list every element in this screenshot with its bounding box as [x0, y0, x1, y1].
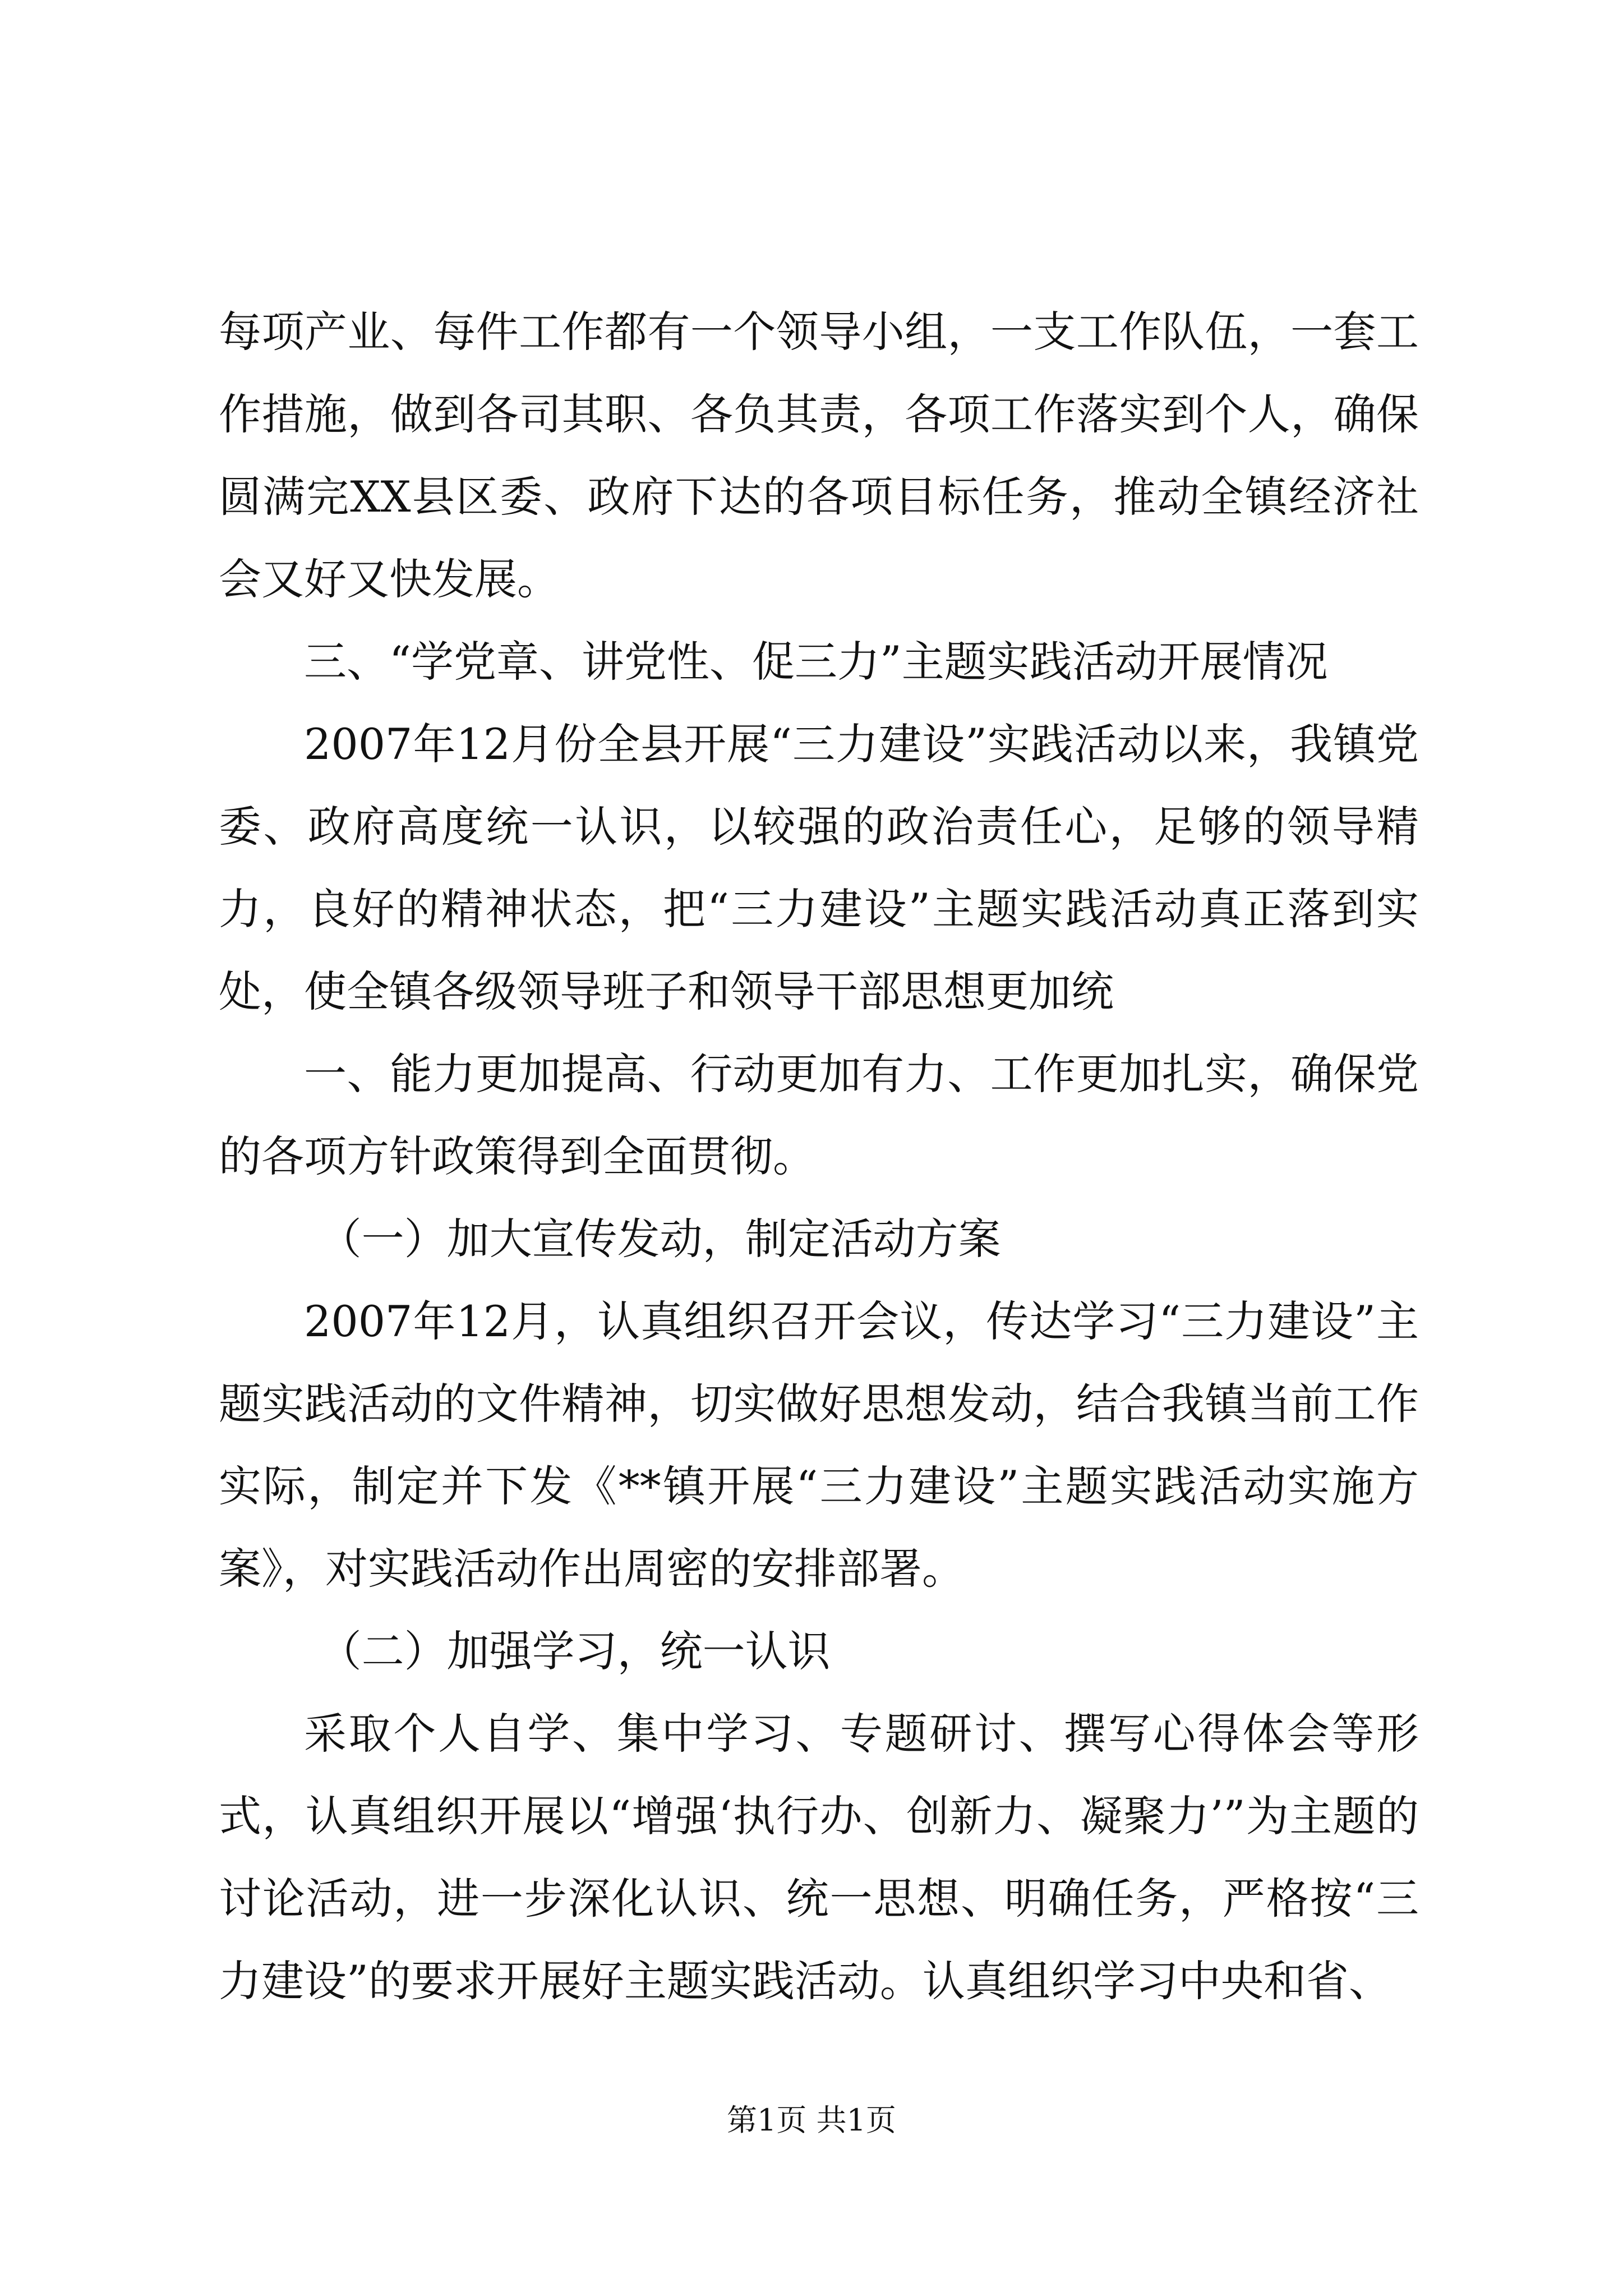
paragraph-study: 采取个人自学、集中学习、专题研讨、撰写心得体会等形式，认真组织开展以“增强‘执行办、创新力、凝聚力’”为主题的讨论活动，进一步深化认识、统一思想、明确任务，严格按“三力建设”的要求开展好主题实践活动。认真组织学习中央和省、 — [219, 1709, 1419, 2006]
page-number-footer: 第1页 共1页 — [727, 2102, 896, 2138]
section-heading-three: 三、“学党章、讲党性、促三力”主题实践活动开展情况 — [304, 637, 1328, 687]
subheading-two: （二）加强学习，统一认识 — [319, 1626, 831, 1676]
paragraph-goals: 一、能力更加提高、行动更加有力、工作更加扎实，确保党的各项方针政策得到全面贯彻。 — [219, 1049, 1419, 1181]
subheading-one: （一）加大宣传发动，制定活动方案 — [319, 1214, 1001, 1264]
paragraph-meeting: 2007年12月，认真组织召开会议，传达学习“三力建设”主题实践活动的文件精神，切实做好思想发动，结合我镇当前工作实际，制定并下发《**镇开展“三力建设”主题实践活动实施方案》，对实践活动作出周密的安排部署。 — [219, 1296, 1419, 1594]
document-body — [219, 291, 1419, 2022]
paragraph-continuation: 每项产业、每件工作都有一个领导小组，一支工作队伍，一套工作措施，做到各司其职、各负其责，各项工作落实到个人，确保圆满完XX县区委、政府下达的各项目标任务，推动全镇经济社会又好又快发展。 — [219, 307, 1419, 604]
paragraph-activity-intro: 2007年12月份全县开展“三力建设”实践活动以来，我镇党委、政府高度统一认识，以较强的政治责任心，足够的领导精力，良好的精神状态，把“三力建设”主题实践活动真正落到实处，使全镇各级领导班子和领导干部思想更加统 — [219, 719, 1419, 1016]
